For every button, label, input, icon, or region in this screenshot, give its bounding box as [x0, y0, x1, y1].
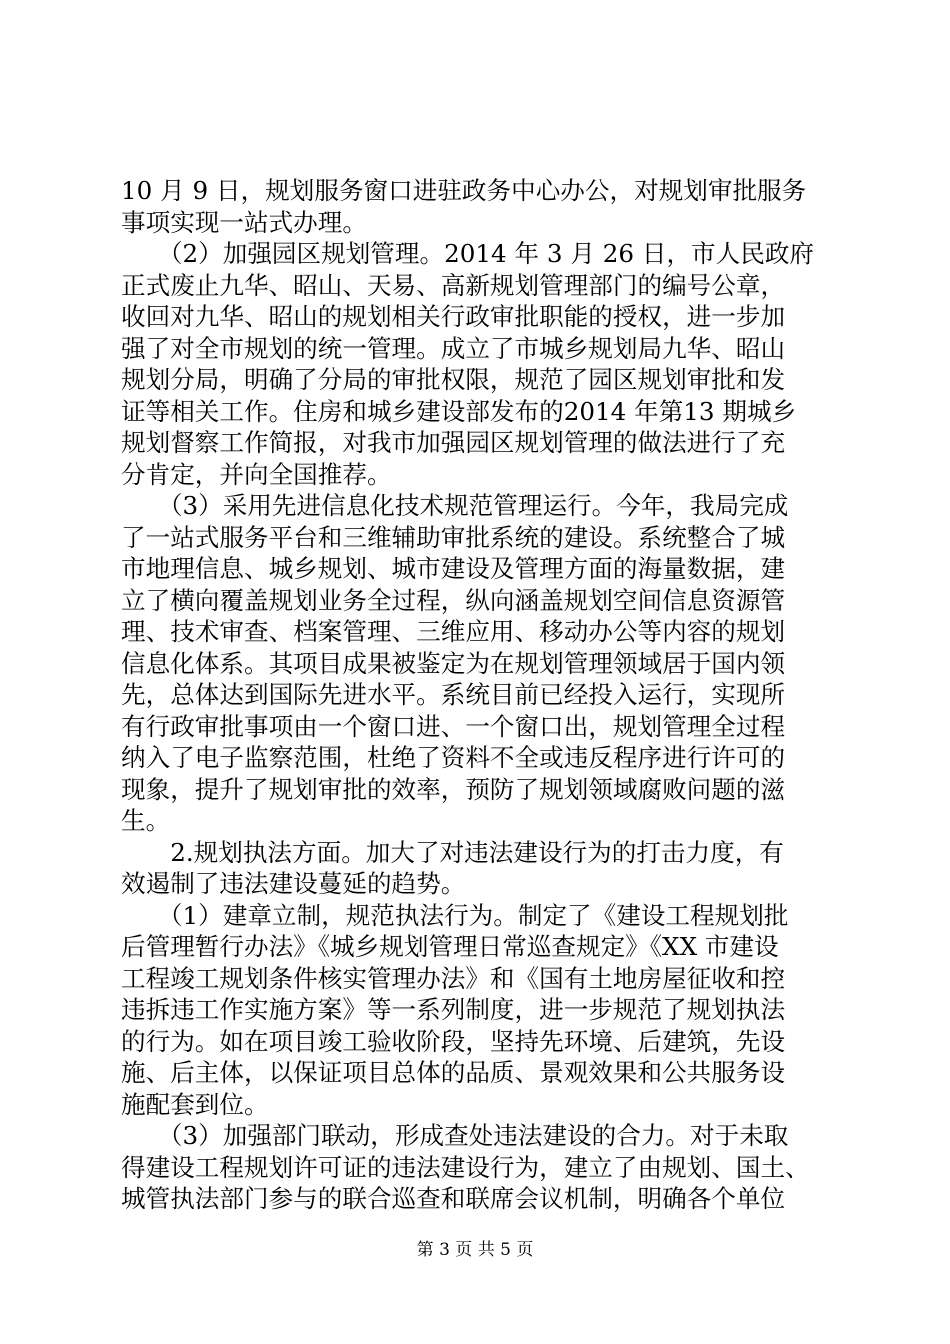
- text-line: 信息化体系。其项目成果被鉴定为在规划管理领域居于国内领: [121, 649, 786, 678]
- text-line: 了一站式服务平台和三维辅助审批系统的建设。系统整合了城: [121, 523, 786, 552]
- text-line: 2.规划执法方面。加大了对违法建设行为的打击力度，有: [121, 838, 784, 867]
- text-line: 规划督察工作简报，对我市加强园区规划管理的做法进行了充: [121, 428, 786, 457]
- text-line: 证等相关工作。住房和城乡建设部发布的2014 年第13 期城乡: [121, 397, 797, 426]
- text-line: 工程竣工规划条件核实管理办法》和《国有土地房屋征收和控: [121, 964, 786, 993]
- text-line: （1）建章立制，规范执法行为。制定了《建设工程规划批: [121, 901, 789, 930]
- text-line: 后管理暂行办法》《城乡规划管理日常巡查规定》《XX 市建设: [121, 932, 779, 961]
- text-line: （3）采用先进信息化技术规范管理运行。今年，我局完成: [121, 491, 789, 520]
- text-line: 市地理信息、城乡规划、城市建设及管理方面的海量数据，建: [121, 554, 786, 583]
- text-line: 规划分局，明确了分局的审批权限，规范了园区规划审批和发: [121, 365, 786, 394]
- text-line: 纳入了电子监察范围，杜绝了资料不全或违反程序进行许可的: [121, 743, 786, 772]
- text-line: 得建设工程规划许可证的违法建设行为，建立了由规划、国土、: [121, 1153, 810, 1182]
- text-line: 效遏制了违法建设蔓延的趋势。: [121, 869, 466, 898]
- text-line: 收回对九华、昭山的规划相关行政审批职能的授权，进一步加: [121, 302, 786, 331]
- text-line: 现象，提升了规划审批的效率，预防了规划领域腐败问题的滋: [121, 775, 786, 804]
- text-line: 先，总体达到国际先进水平。系统目前已经投入运行，实现所: [121, 680, 786, 709]
- text-line: 施配套到位。: [121, 1090, 269, 1119]
- page-number-footer: 第 3 页 共 5 页: [416, 1240, 534, 1260]
- text-line: 的行为。如在项目竣工验收阶段，坚持先环境、后建筑，先设: [121, 1027, 786, 1056]
- text-line: 立了横向覆盖规划业务全过程，纵向涵盖规划空间信息资源管: [121, 586, 786, 615]
- text-line: 生。: [121, 806, 171, 835]
- text-line: 10 月 9 日，规划服务窗口进驻政务中心办公，对规划审批服务: [121, 176, 807, 205]
- text-line: （2）加强园区规划管理。2014 年 3 月 26 日，市人民政府: [121, 239, 815, 268]
- text-line: 有行政审批事项由一个窗口进、一个窗口出，规划管理全过程: [121, 712, 786, 741]
- text-line: 违拆违工作实施方案》等一系列制度，进一步规范了规划执法: [121, 995, 786, 1024]
- text-line: 事项实现一站式办理。: [121, 208, 367, 237]
- text-line: 城管执法部门参与的联合巡查和联席会议机制，明确各个单位: [121, 1184, 786, 1213]
- text-line: 强了对全市规划的统一管理。成立了市城乡规划局九华、昭山: [121, 334, 786, 363]
- text-line: 正式废止九华、昭山、天易、高新规划管理部门的编号公章，: [121, 271, 786, 300]
- text-line: 理、技术审查、档案管理、三维应用、移动办公等内容的规划: [121, 617, 786, 646]
- text-line: 施、后主体，以保证项目总体的品质、景观效果和公共服务设: [121, 1058, 786, 1087]
- text-line: 分肯定，并向全国推荐。: [121, 460, 392, 489]
- text-line: （3）加强部门联动，形成查处违法建设的合力。对于未取: [121, 1121, 789, 1150]
